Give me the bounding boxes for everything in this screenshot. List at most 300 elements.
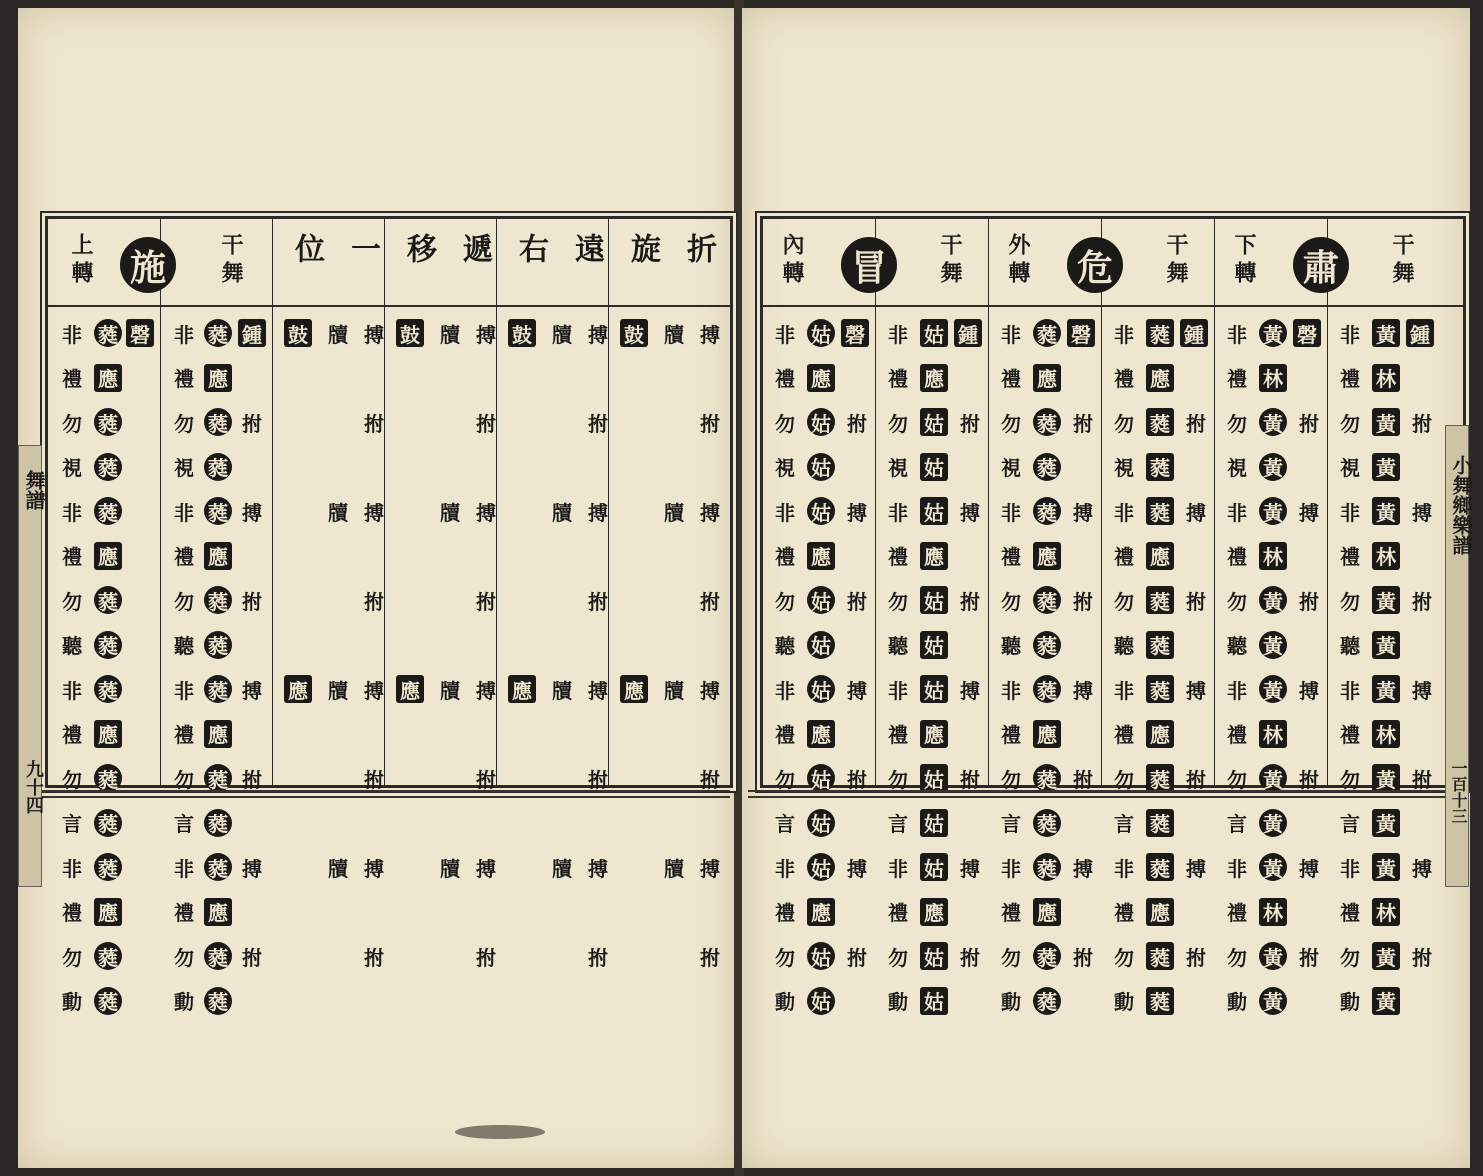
ink-smudge: [455, 1125, 545, 1139]
note-seal: 黃: [1372, 764, 1400, 792]
chant-char: 非: [1227, 856, 1247, 881]
pat-mark: 拊: [588, 589, 608, 614]
clapper-mark: 牘: [664, 322, 684, 347]
clapper-mark: 牘: [552, 678, 572, 703]
pat-mark: 拊: [364, 767, 384, 792]
chant-char: 禮: [775, 723, 795, 747]
bell-block: 鍾: [1406, 319, 1434, 347]
percussion-mark: 拊: [1412, 589, 1432, 614]
pat-mark: 拊: [700, 945, 720, 970]
note-seal: 姑: [920, 764, 948, 792]
chant-char: 動: [174, 990, 194, 1014]
drum-block: 鼓: [620, 319, 648, 347]
note-seal: 應: [920, 542, 948, 570]
note-seal: 蕤: [1146, 497, 1174, 525]
clapper-mark: 牘: [328, 856, 348, 881]
chant-char: 聽: [1001, 634, 1021, 658]
chant-char: 禮: [1114, 545, 1134, 569]
percussion-mark: 拊: [960, 945, 980, 970]
percussion-mark: 拊: [242, 589, 262, 614]
note-seal: 蕤: [1146, 586, 1174, 614]
chant-char: 言: [1114, 812, 1134, 836]
chant-char: 勿: [888, 945, 908, 970]
strike-mark: 搏: [700, 678, 720, 703]
chant-char: 視: [174, 456, 194, 480]
note-seal: 姑: [807, 764, 835, 792]
strike-mark: 搏: [476, 500, 496, 525]
column-rule: [875, 219, 876, 785]
chant-char: 禮: [1340, 723, 1360, 747]
note-seal: 蕤: [1146, 809, 1174, 837]
note-seal: 應: [1033, 898, 1061, 926]
percussion-mark: 搏: [1073, 500, 1093, 525]
bell-block: 鍾: [1180, 319, 1208, 347]
note-seal: 蕤: [94, 497, 122, 525]
strike-mark: 搏: [364, 678, 384, 703]
chant-char: 勿: [174, 589, 194, 614]
chime-block: 磬: [841, 319, 869, 347]
note-seal: 蕤: [204, 453, 232, 481]
percussion-mark: 拊: [847, 411, 867, 436]
note-seal: 姑: [920, 675, 948, 703]
chant-char: 禮: [888, 901, 908, 925]
note-seal: 姑: [807, 497, 835, 525]
percussion-mark: 搏: [960, 856, 980, 881]
note-seal: 姑: [807, 853, 835, 881]
chant-char: 聽: [888, 634, 908, 658]
chant-char: 非: [1340, 678, 1360, 703]
percussion-mark: 拊: [847, 589, 867, 614]
chant-char: 禮: [1001, 367, 1021, 391]
percussion-mark: 搏: [242, 678, 262, 703]
chant-char: 禮: [62, 723, 82, 747]
note-seal: 蕤: [1033, 408, 1061, 436]
column-rule: [1101, 219, 1102, 785]
column-rule: [272, 219, 273, 785]
note-seal: 蕤: [1033, 586, 1061, 614]
chant-char: 非: [1114, 322, 1134, 347]
chant-char: 勿: [1340, 767, 1360, 792]
percussion-mark: 拊: [1186, 589, 1206, 614]
header-side-label: 上轉: [68, 233, 94, 289]
chant-char: 勿: [1340, 411, 1360, 436]
chant-char: 動: [1227, 990, 1247, 1014]
percussion-mark: 拊: [1299, 767, 1319, 792]
right-bottom-rule: [748, 790, 1463, 792]
chant-char: 言: [775, 812, 795, 836]
drum-block: 鼓: [284, 319, 312, 347]
strike-mark: 搏: [588, 856, 608, 881]
percussion-mark: 搏: [242, 500, 262, 525]
clapper-mark: 牘: [664, 856, 684, 881]
header-top-label: 干舞: [937, 233, 963, 289]
clapper-mark: 牘: [664, 500, 684, 525]
strike-mark: 搏: [364, 856, 384, 881]
chant-char: 禮: [1227, 901, 1247, 925]
note-seal: 蕤: [1146, 764, 1174, 792]
chant-char: 非: [62, 500, 82, 525]
chant-char: 非: [775, 500, 795, 525]
chant-char: 非: [174, 856, 194, 881]
percussion-mark: 搏: [1299, 856, 1319, 881]
chant-char: 非: [775, 856, 795, 881]
clapper-mark: 牘: [664, 678, 684, 703]
header-sequence-char: 遞: [457, 233, 492, 269]
percussion-mark: 拊: [1073, 589, 1093, 614]
note-seal: 蕤: [94, 675, 122, 703]
note-seal: 蕤: [204, 987, 232, 1015]
chant-char: 勿: [1001, 589, 1021, 614]
note-seal: 黃: [1372, 586, 1400, 614]
note-seal: 黃: [1372, 809, 1400, 837]
note-seal: 應: [204, 898, 232, 926]
note-seal: 姑: [807, 809, 835, 837]
note-seal: 蕤: [1146, 631, 1174, 659]
chant-char: 非: [1114, 856, 1134, 881]
note-seal: 蕤: [1146, 319, 1174, 347]
chant-char: 非: [62, 678, 82, 703]
strike-mark: 搏: [700, 322, 720, 347]
chant-char: 勿: [1227, 945, 1247, 970]
chant-char: 勿: [174, 767, 194, 792]
header-sequence-char: 位: [289, 233, 324, 269]
note-seal: 蕤: [204, 408, 232, 436]
chant-char: 禮: [62, 545, 82, 569]
note-seal: 應: [807, 364, 835, 392]
chant-char: 非: [1340, 856, 1360, 881]
chant-char: 視: [1114, 456, 1134, 480]
chant-char: 非: [1001, 322, 1021, 347]
clapper-mark: 牘: [328, 322, 348, 347]
note-seal: 黃: [1372, 631, 1400, 659]
note-seal: 黃: [1259, 453, 1287, 481]
clapper-mark: 牘: [440, 500, 460, 525]
note-seal: 應: [920, 720, 948, 748]
note-seal: 應: [920, 898, 948, 926]
pat-mark: 拊: [364, 411, 384, 436]
chime-block: 磬: [1067, 319, 1095, 347]
chant-char: 非: [1340, 322, 1360, 347]
chant-char: 非: [1340, 500, 1360, 525]
percussion-mark: 拊: [960, 411, 980, 436]
note-seal: 姑: [920, 408, 948, 436]
chime-block: 磬: [1293, 319, 1321, 347]
pat-mark: 拊: [700, 767, 720, 792]
chant-char: 聽: [62, 634, 82, 658]
percussion-mark: 拊: [1073, 411, 1093, 436]
chant-char: 勿: [775, 945, 795, 970]
percussion-mark: 拊: [1186, 767, 1206, 792]
chant-char: 非: [174, 322, 194, 347]
percussion-mark: 拊: [1073, 945, 1093, 970]
note-seal: 蕤: [1033, 675, 1061, 703]
chant-char: 禮: [888, 545, 908, 569]
chant-char: 禮: [1001, 901, 1021, 925]
note-seal: 黃: [1259, 764, 1287, 792]
chant-char: 禮: [62, 367, 82, 391]
note-seal: 蕤: [1146, 942, 1174, 970]
right-side-label: 小舞鄉樂譜: [1449, 455, 1473, 555]
note-seal: 姑: [920, 809, 948, 837]
bell-block: 鍾: [954, 319, 982, 347]
note-seal: 姑: [920, 497, 948, 525]
header-seal-icon: 施: [120, 237, 176, 293]
pat-mark: 拊: [476, 411, 496, 436]
note-seal: 姑: [920, 631, 948, 659]
note-seal: 蕤: [204, 853, 232, 881]
note-seal: 應: [1033, 364, 1061, 392]
strike-mark: 搏: [700, 856, 720, 881]
note-seal: 姑: [807, 319, 835, 347]
note-seal: 應: [1146, 364, 1174, 392]
note-seal: 姑: [920, 987, 948, 1015]
note-seal: 蕤: [204, 809, 232, 837]
chant-char: 勿: [1114, 411, 1134, 436]
percussion-mark: 搏: [960, 678, 980, 703]
header-side-label: 外轉: [1005, 233, 1031, 289]
note-seal: 蕤: [1033, 987, 1061, 1015]
chant-char: 非: [174, 678, 194, 703]
note-seal: 蕤: [94, 853, 122, 881]
chant-char: 勿: [174, 945, 194, 970]
percussion-mark: 拊: [242, 945, 262, 970]
drum-block: 應: [396, 675, 424, 703]
pat-mark: 拊: [476, 945, 496, 970]
percussion-mark: 搏: [1412, 500, 1432, 525]
chant-char: 言: [174, 812, 194, 836]
note-seal: 黃: [1372, 675, 1400, 703]
chant-char: 視: [888, 456, 908, 480]
note-seal: 蕤: [94, 764, 122, 792]
chant-char: 禮: [1114, 901, 1134, 925]
drum-block: 應: [620, 675, 648, 703]
chant-char: 勿: [1114, 589, 1134, 614]
chant-char: 聽: [174, 634, 194, 658]
note-seal: 黃: [1259, 586, 1287, 614]
chant-char: 動: [1001, 990, 1021, 1014]
chant-char: 禮: [1001, 545, 1021, 569]
note-seal: 黃: [1259, 942, 1287, 970]
chant-char: 聽: [775, 634, 795, 658]
percussion-mark: 搏: [242, 856, 262, 881]
chant-char: 勿: [775, 767, 795, 792]
percussion-mark: 搏: [1299, 678, 1319, 703]
chant-char: 禮: [1340, 901, 1360, 925]
left-bottom-rule: [30, 790, 730, 792]
note-seal: 姑: [807, 408, 835, 436]
percussion-mark: 拊: [242, 411, 262, 436]
note-seal: 蕤: [94, 631, 122, 659]
left-edge-tab: [18, 445, 42, 887]
note-seal: 姑: [920, 586, 948, 614]
percussion-mark: 搏: [1073, 678, 1093, 703]
note-seal: 蕤: [94, 408, 122, 436]
note-seal: 應: [1033, 720, 1061, 748]
chant-char: 勿: [1340, 945, 1360, 970]
column-rule: [160, 219, 161, 785]
chant-char: 非: [1001, 856, 1021, 881]
strike-mark: 搏: [476, 322, 496, 347]
note-seal: 林: [1372, 364, 1400, 392]
drum-block: 鼓: [508, 319, 536, 347]
strike-mark: 搏: [476, 856, 496, 881]
note-seal: 林: [1259, 720, 1287, 748]
note-seal: 姑: [807, 987, 835, 1015]
header-sequence-char: 旋: [625, 233, 660, 269]
chant-char: 勿: [888, 767, 908, 792]
strike-mark: 搏: [700, 500, 720, 525]
note-seal: 姑: [920, 942, 948, 970]
percussion-mark: 搏: [1412, 856, 1432, 881]
chant-char: 禮: [888, 367, 908, 391]
note-seal: 蕤: [94, 987, 122, 1015]
note-seal: 蕤: [204, 586, 232, 614]
percussion-mark: 拊: [960, 589, 980, 614]
chant-char: 非: [888, 856, 908, 881]
chant-char: 勿: [888, 589, 908, 614]
chant-char: 非: [888, 322, 908, 347]
strike-mark: 搏: [588, 322, 608, 347]
note-seal: 黃: [1259, 408, 1287, 436]
note-seal: 蕤: [1033, 853, 1061, 881]
chant-char: 勿: [775, 411, 795, 436]
chant-char: 非: [775, 678, 795, 703]
chant-char: 言: [1340, 812, 1360, 836]
header-side-label: 下轉: [1231, 233, 1257, 289]
chant-char: 勿: [775, 589, 795, 614]
note-seal: 應: [1033, 542, 1061, 570]
note-seal: 應: [807, 720, 835, 748]
chant-char: 禮: [1114, 723, 1134, 747]
note-seal: 林: [1372, 898, 1400, 926]
note-seal: 林: [1259, 364, 1287, 392]
note-seal: 應: [94, 720, 122, 748]
pat-mark: 拊: [700, 411, 720, 436]
percussion-mark: 搏: [1412, 678, 1432, 703]
chant-char: 視: [1227, 456, 1247, 480]
note-seal: 黃: [1372, 319, 1400, 347]
percussion-mark: 拊: [1186, 411, 1206, 436]
chant-char: 禮: [888, 723, 908, 747]
chant-char: 禮: [1227, 723, 1247, 747]
note-seal: 黃: [1372, 408, 1400, 436]
chant-char: 聽: [1340, 634, 1360, 658]
percussion-mark: 搏: [847, 856, 867, 881]
percussion-mark: 搏: [1186, 856, 1206, 881]
percussion-mark: 搏: [1299, 500, 1319, 525]
strike-mark: 搏: [476, 678, 496, 703]
note-seal: 黃: [1372, 942, 1400, 970]
header-sequence-char: 遠: [569, 233, 604, 269]
column-rule: [988, 219, 989, 785]
note-seal: 黃: [1259, 497, 1287, 525]
chant-char: 言: [62, 812, 82, 836]
chant-char: 視: [775, 456, 795, 480]
note-seal: 蕤: [204, 319, 232, 347]
note-seal: 蕤: [1033, 764, 1061, 792]
percussion-mark: 拊: [960, 767, 980, 792]
percussion-mark: 拊: [1299, 589, 1319, 614]
chant-char: 禮: [174, 723, 194, 747]
percussion-mark: 拊: [1412, 945, 1432, 970]
note-seal: 應: [1146, 898, 1174, 926]
percussion-mark: 搏: [847, 500, 867, 525]
header-sequence-char: 右: [513, 233, 548, 269]
note-seal: 林: [1259, 542, 1287, 570]
note-seal: 蕤: [1033, 631, 1061, 659]
chant-char: 勿: [1001, 767, 1021, 792]
chant-char: 非: [1114, 678, 1134, 703]
note-seal: 黃: [1372, 453, 1400, 481]
note-seal: 應: [94, 542, 122, 570]
chant-char: 視: [1340, 456, 1360, 480]
note-seal: 姑: [807, 942, 835, 970]
note-seal: 姑: [920, 319, 948, 347]
header-top-label: 干舞: [1389, 233, 1415, 289]
header-sequence-char: 移: [401, 233, 436, 269]
chant-char: 禮: [174, 367, 194, 391]
note-seal: 應: [807, 542, 835, 570]
percussion-mark: 拊: [847, 945, 867, 970]
header-top-label: 干舞: [1163, 233, 1189, 289]
chant-char: 禮: [1227, 545, 1247, 569]
chant-char: 勿: [1001, 411, 1021, 436]
chant-char: 勿: [174, 411, 194, 436]
note-seal: 蕤: [1146, 853, 1174, 881]
chant-char: 言: [1227, 812, 1247, 836]
percussion-mark: 鍾: [238, 319, 266, 347]
note-seal: 應: [1146, 720, 1174, 748]
note-seal: 蕤: [94, 809, 122, 837]
clapper-mark: 牘: [552, 322, 572, 347]
percussion-mark: 拊: [242, 767, 262, 792]
percussion-mark: 拊: [1412, 411, 1432, 436]
chant-char: 禮: [62, 901, 82, 925]
strike-mark: 搏: [364, 322, 384, 347]
chant-char: 非: [775, 322, 795, 347]
chant-char: 勿: [1227, 411, 1247, 436]
chant-char: 聽: [1114, 634, 1134, 658]
percussion-mark: 搏: [960, 500, 980, 525]
note-seal: 蕤: [1033, 497, 1061, 525]
chant-char: 勿: [62, 411, 82, 436]
clapper-mark: 牘: [552, 856, 572, 881]
note-seal: 林: [1372, 720, 1400, 748]
pat-mark: 拊: [700, 589, 720, 614]
chant-char: 勿: [62, 589, 82, 614]
left-bottom-rule-2: [30, 796, 730, 798]
chant-char: 禮: [775, 545, 795, 569]
note-seal: 應: [807, 898, 835, 926]
percussion-mark: 搏: [847, 678, 867, 703]
note-seal: 蕤: [94, 453, 122, 481]
note-seal: 應: [204, 364, 232, 392]
note-seal: 磬: [126, 319, 154, 347]
note-seal: 姑: [807, 675, 835, 703]
percussion-mark: 搏: [1186, 678, 1206, 703]
chant-char: 勿: [888, 411, 908, 436]
chant-char: 禮: [1227, 367, 1247, 391]
drum-block: 應: [284, 675, 312, 703]
strike-mark: 搏: [588, 678, 608, 703]
chant-char: 動: [775, 990, 795, 1014]
chant-char: 非: [62, 322, 82, 347]
pat-mark: 拊: [364, 589, 384, 614]
note-seal: 黃: [1259, 987, 1287, 1015]
note-seal: 黃: [1259, 853, 1287, 881]
note-seal: 黃: [1259, 675, 1287, 703]
note-seal: 蕤: [1146, 408, 1174, 436]
